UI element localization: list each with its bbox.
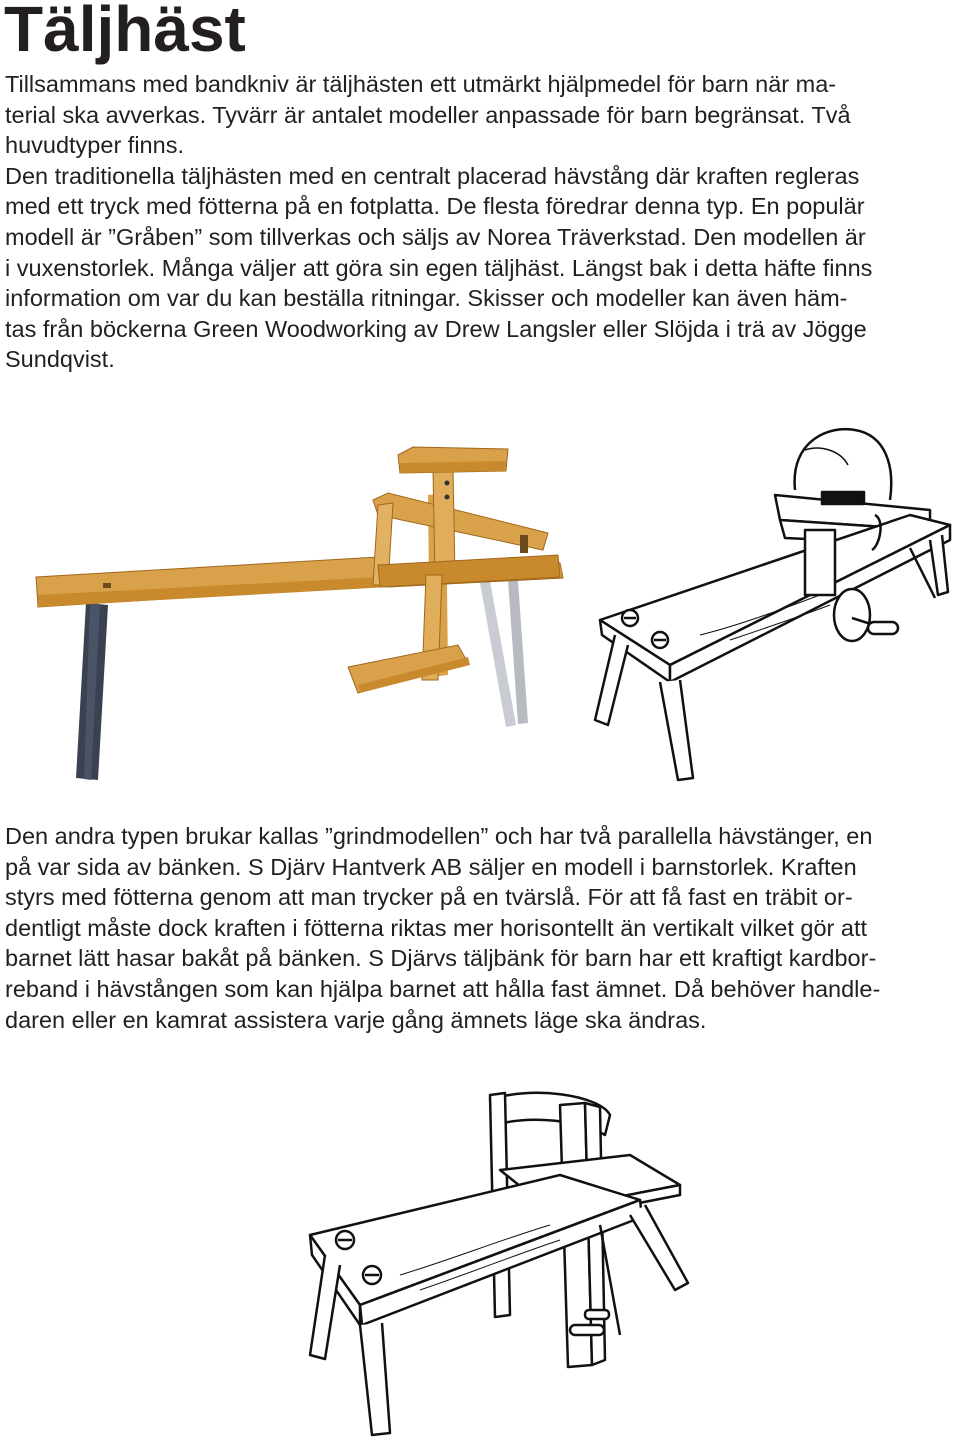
text-line: Sundqvist.	[5, 346, 115, 373]
gate-model-paragraph	[5, 821, 955, 1035]
text-line: modell är ”Gråben” som tillverkas och säljs av Norea Träverkstad. Den modellen är	[5, 223, 866, 250]
gate-model-shaving-horse-drawing	[300, 1075, 695, 1440]
gate-model-shaving-horse-drawing-image	[300, 1075, 695, 1440]
traditional-shaving-horse-drawing	[590, 420, 955, 790]
text-line: reband i hävstången som kan hjälpa barnet att hålla fast ämnet. Då behöver handle-	[5, 975, 881, 1002]
text-line: dentligt måste dock kraften i fötterna riktas mer horisontellt än vertikalt vilket gör att	[5, 914, 868, 941]
shaving-horse-photo	[28, 435, 568, 785]
page-title: Täljhäst	[4, 0, 246, 65]
text-line: Den traditionella täljhästen med en centralt placerad hävstång där kraften regleras	[5, 162, 860, 189]
text-line: terial ska avverkas. Tyvärr är antalet modeller anpassade för barn begränsat. Två	[5, 101, 851, 128]
text-line: i vuxenstorlek. Många väljer att göra sin egen täljhäst. Längst bak i detta häfte finns	[5, 254, 873, 281]
text-line: Den andra typen brukar kallas ”grindmodellen” och har två parallella hävstänger, en	[5, 823, 873, 849]
text-line: på var sida av bänken. S Djärv Hantverk AB säljer en modell i barnstorlek. Kraften	[5, 853, 857, 880]
text-line: styrs med fötterna genom att man trycker på en tvärslå. För att få fast en träbit or-	[5, 884, 853, 911]
text-line: med ett tryck med fötterna på en fotplatta. De flesta föredrar denna typ. En populär	[5, 193, 865, 220]
text-line: Tillsammans med bandkniv är täljhästen ett utmärkt hjälpmedel för barn när ma-	[5, 71, 837, 97]
intro-paragraph	[5, 69, 955, 375]
text-line: information om var du kan beställa ritningar. Skisser och modeller kan även häm-	[5, 285, 848, 312]
text-line: huvudtyper finns.	[5, 132, 184, 159]
text-line: daren eller en kamrat assistera varje gång ämnets läge ska ändras.	[5, 1006, 707, 1033]
text-line: tas från böckerna Green Woodworking av Drew Langsler eller Slöjda i trä av Jögge	[5, 315, 867, 342]
text-line: barnet lätt hasar bakåt på bänken. S Djärvs täljbänk för barn har ett kraftigt kardbor-	[5, 945, 877, 972]
traditional-shaving-horse-drawing-image	[590, 420, 955, 790]
shaving-horse-photo-image	[28, 435, 568, 785]
